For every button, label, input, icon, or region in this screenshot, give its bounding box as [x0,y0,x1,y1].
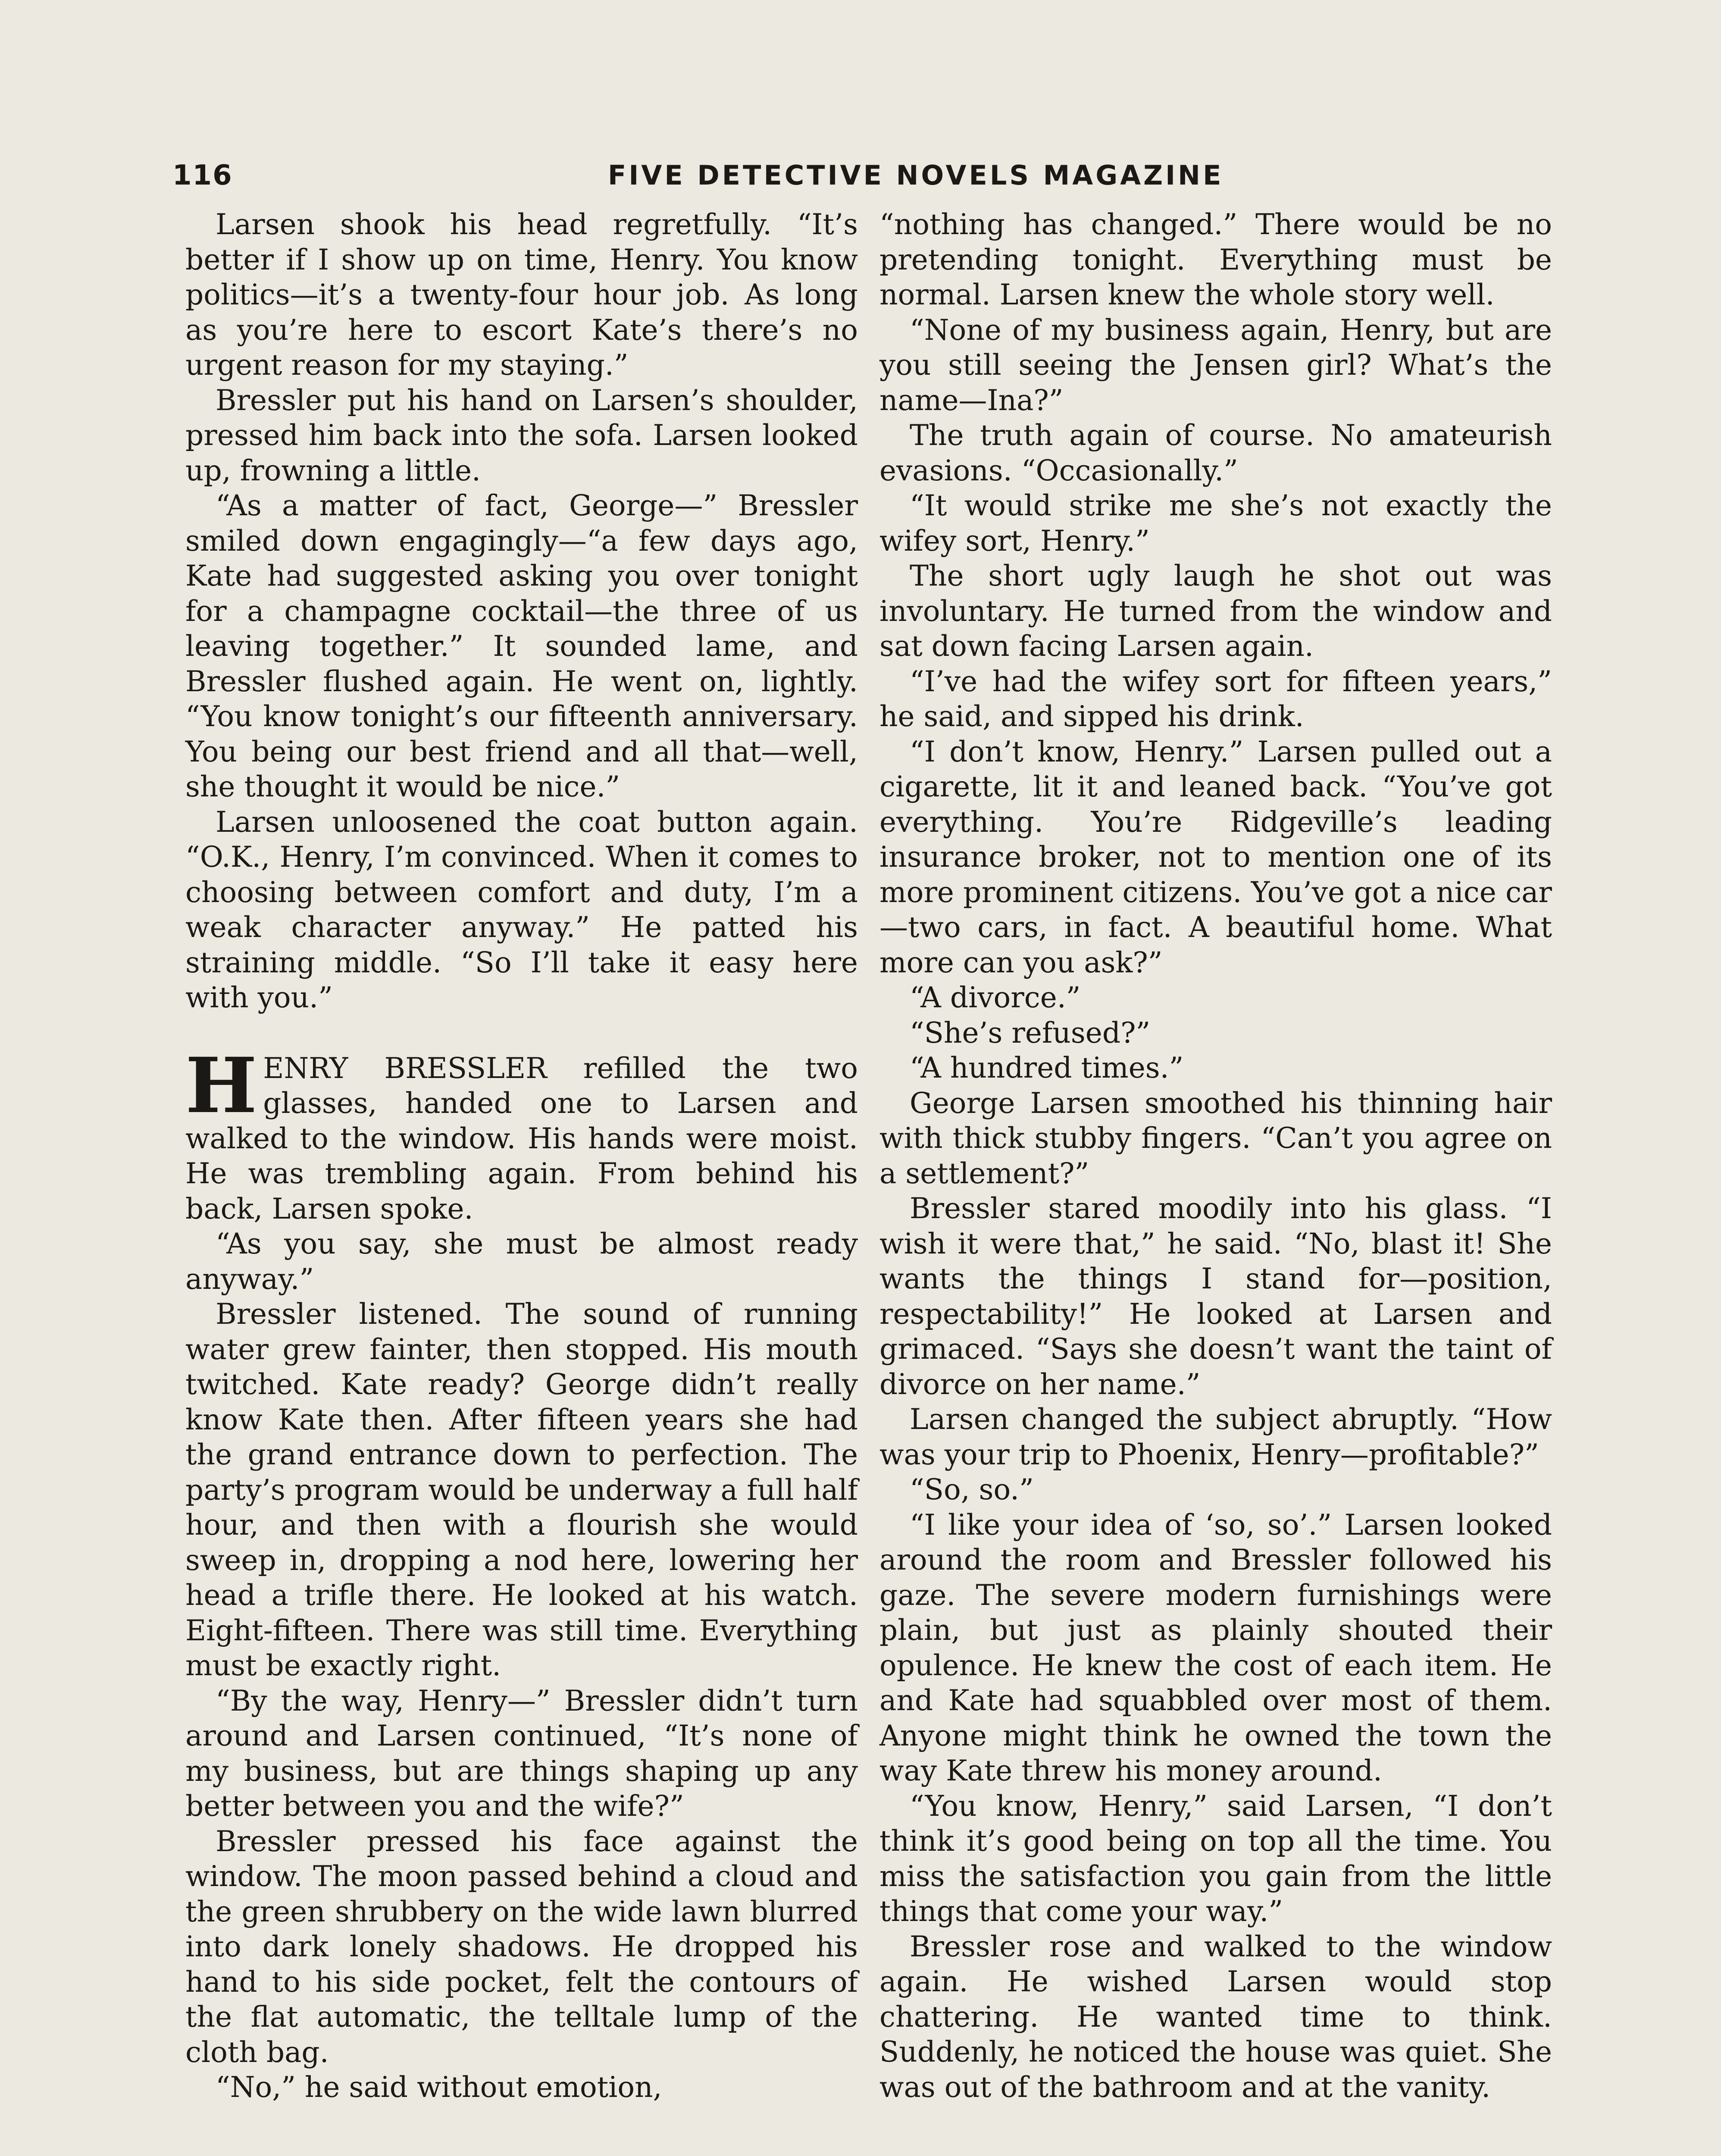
paragraph: Bressler rose and walked to the window again. He wished Larsen would stop chattering. He wanted time to think. Suddenly, he noticed the house was quiet. She was out of the bathroom and at the vanity. [879,1930,1552,2104]
page-number: 116 [172,160,233,191]
paragraph: Larsen shook his head regretfully. “It’s better if I show up on time, Henry. You know politics—it’s a twenty-four hour job. As long as you’re here to escort Kate’s there’s no urgent reason for my staying.” [185,208,858,382]
text-column-right [879,207,1552,2156]
paragraph: “As you say, she must be almost ready anyway.” [185,1227,858,1296]
paragraph: The short ugly laugh he shot out was involuntary. He turned from the window and sat down facing Larsen again. [879,559,1552,663]
page-header [172,160,1586,207]
paragraph: “By the way, Henry—” Bressler didn’t turn around and Larsen continued, “It’s none of my business, but are things shaping up any better between you and the wife?” [185,1684,858,1823]
paragraph: “No,” he said without emotion, [216,2071,662,2104]
paragraph: “So, so.” [910,1473,1034,1506]
paragraph: The truth again of course. No amateurish evasions. “Occasionally.” [879,419,1552,487]
paragraph: Bressler put his hand on Larsen’s shoulder, pressed him back into the sofa. Larsen looked up, frowning a little. [185,383,858,487]
text-column-left [185,207,858,2156]
running-title: FIVE DETECTIVE NOVELS MAGAZINE [608,160,1224,191]
paragraph: “It would strike me she’s not exactly the wifey sort, Henry.” [879,489,1552,558]
continued-paragraph: “nothing has changed.” There would be no pretending tonight. Everything must be normal. Larsen knew the whole story well. [879,208,1552,311]
section-opening-paragraph [185,1040,858,1227]
paragraph: Bressler listened. The sound of running water grew fainter, then stopped. His mouth twitched. Kate ready? George didn’t really know Kate then. After fifteen years she had the grand entrance down to perfection. The party’s program would be underway a full half hour, and then with a flourish she would sweep in, dropping a nod here, lowering her head a trifle there. He looked at his watch. Eight-fifteen. There was still time. Everything must be exactly right. [185,1297,858,1682]
drop-cap: H [185,1040,257,1130]
paragraph: “I don’t know, Henry.” Larsen pulled out a cigarette, lit it and leaned back. “You’ve got everything. You’re Ridgeville’s leading insurance broker, not to mention one of its more prominent citizens. You’ve got a nice car—two cars, in fact. A beautiful home. What more can you ask?” [879,735,1552,979]
paragraph: “A divorce.” [910,981,1081,1014]
paragraph: Larsen unloosened the coat button again. “O.K., Henry, I’m convinced. When it comes to choosing between comfort and duty, I’m a weak character anyway.” He patted his straining middle. “So I’ll take it easy here with you.” [185,805,858,1014]
paragraph: “As a matter of fact, George—” Bressler smiled down engagingly—“a few days ago, Kate had suggested asking you over tonight for a champagne cocktail—the three of us leaving together.” It sounded lame, and Bressler flushed again. He went on, lightly. “You know tonight’s our fifteenth anniversary. You being our best friend and all that—well, she thought it would be nice.” [185,489,858,803]
paragraph: Bressler pressed his face against the window. The moon passed behind a cloud and the green shrubbery on the wide lawn blurred into dark lonely shadows. He dropped his hand to his side pocket, felt the contours of the flat automatic, the telltale lump of the cloth bag. [185,1824,858,2069]
paragraph: George Larsen smoothed his thinning hair with thick stubby fingers. “Can’t you agree on a settlement?” [879,1086,1552,1190]
paragraph: Bressler stared moodily into his glass. “I wish it were that,” he said. “No, blast it! She wants the things I stand for—position, respectability!” He looked at Larsen and grimaced. “Says she doesn’t want the taint of divorce on her name.” [879,1192,1552,1401]
paragraph: “A hundred times.” [910,1051,1184,1084]
paragraph: “None of my business again, Henry, but are you still seeing the Jensen girl? What’s the name—Ina?” [879,313,1552,417]
paragraph: “I like your idea of ‘so, so’.” Larsen looked around the room and Bressler followed his gaze. The severe modern furnishings were plain, but just as plainly shouted their opulence. He knew the cost of each item. He and Kate had squabbled over most of them. Anyone might think he owned the town the way Kate threw his money around. [879,1508,1552,1787]
paragraph: “I’ve had the wifey sort for fifteen years,” he said, and sipped his drink. [879,664,1552,733]
paragraph: “She’s refused?” [910,1016,1151,1050]
paragraph: “You know, Henry,” said Larsen, “I don’t think it’s good being on top all the time. You miss the satisfaction you gain from the little things that come your way.” [879,1789,1552,1928]
paragraph: Larsen changed the subject abruptly. “How was your trip to Phoenix, Henry—profitable?” [879,1403,1552,1471]
section-opening-text: ENRY BRESSLER refilled the two glasses, handed one to Larsen and walked to the window. His hands were moist. He was trembling again. From behind his back, Larsen spoke. [185,1051,858,1225]
